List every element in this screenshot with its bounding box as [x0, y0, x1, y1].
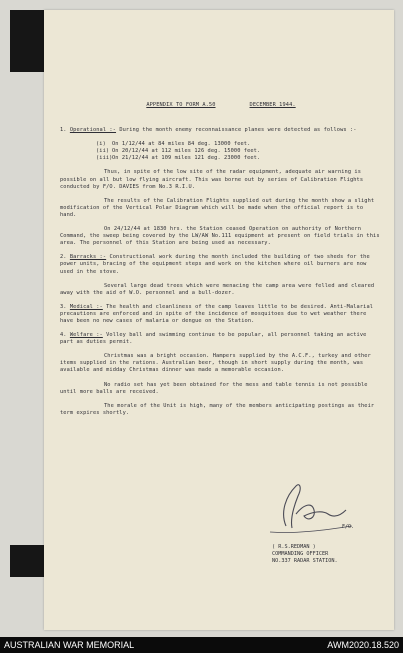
section-welfare: 4. Welfare :- Volley ball and swimming continue to be popular, all personnel taking an active part as duties permit. — [60, 332, 367, 346]
signature-block — [272, 544, 392, 565]
footer-credit: AUSTRALIAN WAR MEMORIAL — [4, 640, 135, 650]
paragraph: Christmas was a bright occasion. Hampers supplied by the A.C.F., turkey and other items supplied in the rations. Australian beer, though in short supply during the month, was available and midday Christmas dinner was made a memorable occasion. — [60, 353, 371, 374]
signatory-title: COMMANDING OFFICER — [272, 551, 329, 557]
document-body — [60, 102, 382, 424]
paragraph: During the month enemy reconnaissance planes were detected as follows :- — [119, 127, 357, 134]
signatory-unit: NO.337 RADAR STATION. — [272, 558, 338, 564]
document-period: DECEMBER 1944. — [249, 102, 296, 108]
list-item: (i) On 1/12/44 at 84 miles 84 deg. 13000 feet. — [96, 141, 251, 148]
section-title: Barracks :- — [69, 254, 107, 261]
paragraph: Volley ball and swimming continue to be popular, all personnel taking an active part as duties permit. — [60, 332, 367, 346]
section-title: Operational :- — [69, 127, 117, 134]
section-operational: 1. Operational :- During the month enemy reconnaissance planes were detected as follows :- — [60, 127, 357, 134]
footer-bar — [0, 637, 403, 653]
section-barracks: 2. Barracks :- Constructional work during the month included the building of two sheds for the power units, bracing of the equipment steps and work on the kitchen where oil burners are now used in the stove. — [60, 254, 370, 275]
section-medical: 3. Medical :- The health and cleanliness of the camp leaves little to be desired. Anti-Malarial precautions are enforced and in spite of the incidence of mosquitoes due to wet weather there have been no new cases of malaria or dengue on the Station. — [60, 303, 374, 324]
paragraph: Thus, in spite of the low site of the radar equipment, adequate air warning is possible on all but low flying aircraft. This was borne out by series of Calibration Flights conducted by F/O. DAVIES from No.3 R.I.U. — [60, 169, 364, 190]
paragraph: The health and cleanliness of the camp leaves little to be desired. Anti-Malarial precautions are enforced and in spite of the incidence of mosquitoes due to wet weather there have been no new cases of malaria or dengue on the Station. — [60, 303, 374, 324]
footer-accession-number: AWM2020.18.520 — [327, 640, 399, 650]
paragraph: No radio set has yet been obtained for the mess and table tennis is not possible until more balls are received. — [60, 381, 368, 395]
list-item: (iii)On 21/12/44 at 109 miles 121 deg. 23000 feet. — [96, 155, 261, 162]
document-heading — [60, 102, 382, 109]
paragraph: Several large dead trees which were menacing the camp area were felled and cleared away with the aid of W.O. personnel and a bull-dozer. — [60, 282, 375, 296]
list-item: (ii) On 20/12/44 at 112 miles 126 deg. 15000 feet. — [96, 148, 261, 155]
section-title: Welfare :- — [69, 332, 103, 339]
section-title: Medical :- — [69, 303, 103, 310]
document-paper — [44, 10, 394, 630]
paragraph: On 24/12/44 at 1830 hrs. the Station ceased Operation on authority of Northern Command, the sweep being covered by the LW/AW No.111 equipment at present on field trials in this area. The personnel of this Station are being used as necessary. — [60, 226, 380, 247]
paragraph: Constructional work during the month included the building of two sheds for the power units, bracing of the equipment steps and work on the kitchen where oil burners are now used in the stove. — [60, 254, 370, 275]
paragraph: The morale of the Unit is high, many of the members anticipating postings as their term expires shortly. — [60, 402, 375, 416]
document-title: APPENDIX TO FORM A.50 — [146, 102, 216, 108]
signatory-name: ( R.S.REDMAN ) — [272, 544, 316, 550]
paragraph: The results of the Calibration Flights supplied out during the month show a slight modification of the Vertical Polar Diagram which will be made when the official report is to hand. — [60, 197, 375, 218]
signatory-rank: F/O. — [342, 524, 355, 530]
detection-list — [60, 141, 382, 162]
